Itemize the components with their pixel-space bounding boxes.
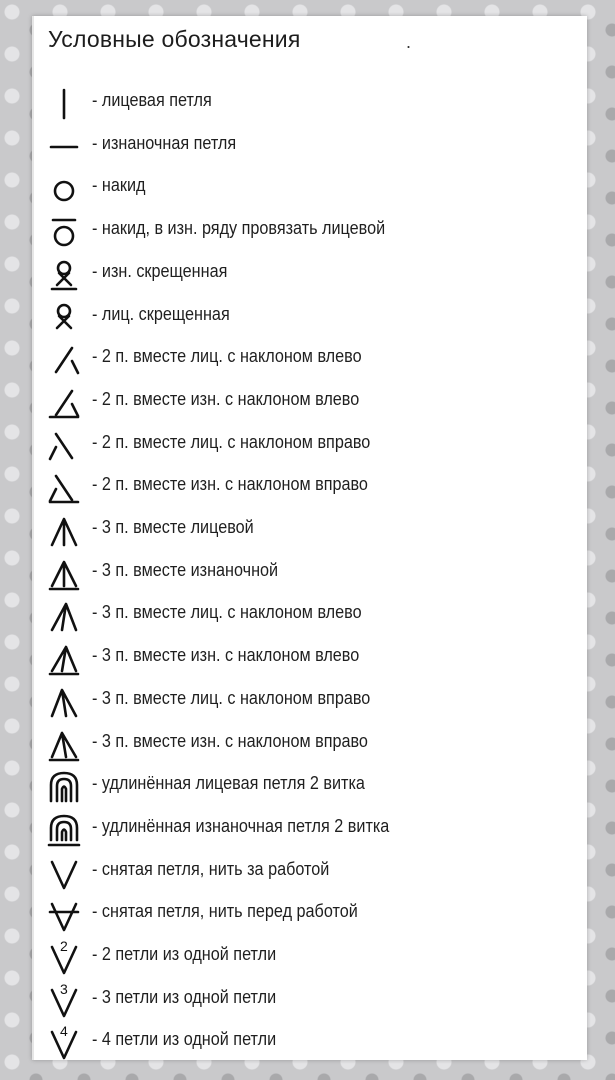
legend-item xyxy=(34,509,587,549)
legend-label: - изн. скрещенная xyxy=(92,260,228,281)
k3tog-icon xyxy=(46,513,82,549)
k3tog-left-icon xyxy=(46,598,82,634)
legend-label: - изнаночная петля xyxy=(92,132,237,153)
legend-label: - 4 петли из одной петли xyxy=(92,1029,277,1050)
k3tog-right-icon xyxy=(46,684,82,720)
increase-4-icon xyxy=(46,1025,82,1061)
legend-label: - снятая петля, нить за работой xyxy=(92,858,330,879)
legend-item xyxy=(34,723,587,763)
k2tog-right-icon xyxy=(46,428,82,464)
title-dot: . xyxy=(406,32,412,52)
p2tog-right-icon xyxy=(46,470,82,506)
legend-label: - снятая петля, нить перед работой xyxy=(92,901,358,922)
legend-item xyxy=(34,808,587,848)
legend-label: - 2 п. вместе изн. с наклоном вправо xyxy=(92,474,368,495)
legend-label: - лиц. скрещенная xyxy=(92,303,230,324)
legend-item xyxy=(34,979,587,1019)
legend-title: Условные обозначения xyxy=(48,26,301,52)
legend-label: - удлинённая изнаночная петля 2 витка xyxy=(92,815,390,836)
slip-wyif-icon xyxy=(46,897,82,933)
legend-label: - удлинённая лицевая петля 2 витка xyxy=(92,773,365,794)
legend-item xyxy=(34,893,587,933)
slip-wyib-icon xyxy=(46,855,82,891)
legend-item xyxy=(34,765,587,805)
k2tog-left-icon xyxy=(46,342,82,378)
yarn-over-circle-icon xyxy=(46,171,82,207)
legend-label: - 3 п. вместе изн. с наклоном вправо xyxy=(92,730,368,751)
purl-horizontal-bar-icon xyxy=(46,129,82,165)
yarn-over-knit-next-row-icon xyxy=(46,214,82,250)
legend-item xyxy=(34,253,587,293)
purl-twisted-icon xyxy=(46,257,82,293)
legend-item xyxy=(34,851,587,891)
legend-item xyxy=(34,296,587,336)
knit-vertical-bar-icon xyxy=(46,86,82,122)
legend-item xyxy=(34,466,587,506)
legend-label: - накид xyxy=(92,175,146,196)
p2tog-left-icon xyxy=(46,385,82,421)
legend-label: - 3 п. вместе лиц. с наклоном вправо xyxy=(92,687,371,708)
increase-2-icon xyxy=(46,940,82,976)
legend-label: - 3 п. вместе изнаночной xyxy=(92,559,279,580)
legend-item xyxy=(34,936,587,976)
elongated-knit-icon xyxy=(46,769,82,805)
legend-label: - 2 п. вместе лиц. с наклоном вправо xyxy=(92,431,371,452)
legend-item xyxy=(34,381,587,421)
elongated-purl-icon xyxy=(46,812,82,848)
p3tog-left-icon xyxy=(46,641,82,677)
legend-label: - накид, в изн. ряду провязать лицевой xyxy=(92,218,386,239)
legend-label: - 2 п. вместе лиц. с наклоном влево xyxy=(92,346,362,367)
legend-item xyxy=(34,338,587,378)
legend-item xyxy=(34,424,587,464)
increase-3-icon xyxy=(46,980,82,1019)
legend-label: - 2 петли из одной петли xyxy=(92,944,277,964)
knit-twisted-icon xyxy=(46,300,82,336)
legend-item xyxy=(34,210,587,250)
legend-item xyxy=(34,594,587,634)
legend-label: - 3 п. вместе изн. с наклоном влево xyxy=(92,645,360,666)
increase-count: 3 xyxy=(60,980,68,997)
legend-item xyxy=(34,125,587,165)
legend-label: - 3 петли из одной петли xyxy=(92,986,277,1007)
legend-item xyxy=(34,82,587,122)
legend-item xyxy=(34,680,587,720)
p3tog-icon xyxy=(46,556,82,592)
increase-count: 2 xyxy=(60,938,68,954)
increase-count: 4 xyxy=(60,1023,68,1040)
legend-item xyxy=(34,552,587,592)
legend-item xyxy=(34,637,587,677)
legend-label: - лицевая петля xyxy=(92,90,212,110)
legend-item xyxy=(34,1021,587,1061)
legend-sheet xyxy=(32,16,587,1060)
legend-label: - 3 п. вместе лиц. с наклоном влево xyxy=(92,602,362,623)
legend-label: - 3 п. вместе лицевой xyxy=(92,517,254,537)
legend-item xyxy=(34,167,587,207)
legend-label: - 2 п. вместе изн. с наклоном влево xyxy=(92,388,360,409)
p3tog-right-icon xyxy=(46,727,82,763)
